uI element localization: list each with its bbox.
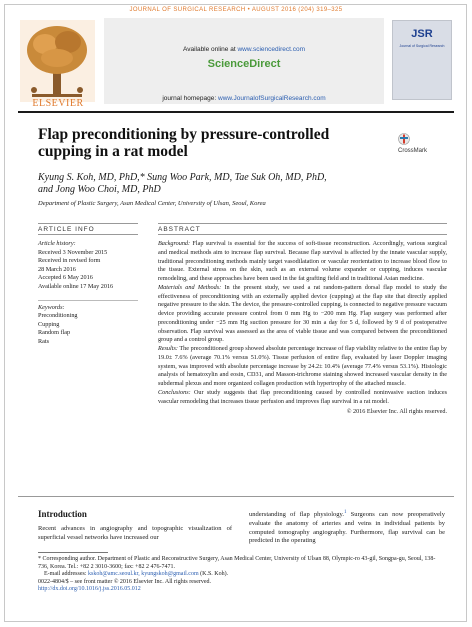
email-line: [38, 571, 444, 579]
email-suffix: (K.S. Koh).: [200, 571, 229, 578]
article-title: [38, 126, 378, 160]
abstract-conclusions: [158, 389, 447, 407]
abstract-bottom-rule: [18, 496, 454, 497]
author-list: [38, 172, 368, 196]
info-divider: [38, 292, 138, 301]
keyword-item: Preconditioning: [38, 312, 78, 320]
sciencedirect-brand: ScienceDirect: [207, 58, 281, 70]
email-links[interactable]: kskoh@amc.seoul.kr, kyungskoh@gmail.com: [88, 571, 199, 578]
abstract-results: [158, 345, 447, 389]
corresponding-author: * Corresponding author. Department of Plastic and Reconstructive Surgery, Asan Medical Center, University of Ulsan 88, Olympic-ro 43-gil, Songpa-gu, Seoul, 138-736, Korea. Tel.: +82 2 3010-3600; fax: +82 2 476-7471.: [38, 556, 436, 570]
footnote: [38, 556, 444, 594]
reference-link[interactable]: 1: [343, 510, 347, 515]
issn-line: 0022-4804/$ – see front matter © 2016 Elsevier Inc. All rights reserved.: [38, 578, 212, 585]
abstract-body: [158, 240, 447, 417]
publisher-name: ELSEVIER: [32, 98, 84, 109]
history-label: Article history:: [38, 240, 76, 247]
history-item: 28 March 2016: [38, 265, 76, 273]
intro-right-before: understanding of flap physiology.: [249, 511, 344, 519]
homepage-prefix: journal homepage:: [162, 95, 217, 102]
elsevier-tree-logo: [20, 20, 95, 102]
intro-left-text: Recent advances in angiography and topographic visualization of superficial vessel networks have increased our: [38, 525, 232, 541]
crossmark-icon[interactable]: [398, 132, 410, 146]
sciencedirect-link[interactable]: www.sciencedirect.com: [237, 46, 306, 53]
abstract-methods: [158, 284, 447, 345]
abstract-heading: ABSTRACT: [158, 226, 201, 233]
abstract-background: [158, 240, 447, 284]
available-online-line: [104, 46, 384, 53]
history-item: Received in revised form: [38, 257, 101, 265]
journal-homepage-link[interactable]: www.JournalofSurgicalResearch.com: [218, 95, 326, 102]
title-line-2: cupping in a rat model: [38, 143, 188, 160]
available-prefix: Available online at: [182, 46, 236, 53]
conclusions-label: Conclusions:: [158, 388, 191, 396]
abstract-rule-bottom: [158, 234, 447, 235]
keyword-item: Cupping: [38, 320, 60, 328]
cover-subtitle: Journal of Surgical Research: [399, 44, 445, 48]
article-info: [38, 240, 138, 347]
methods-text: In the present study, we used a rat random-pattern dorsal flap model to study the effectiveness of preconditioning with an externally applied device (cupping) at the flap site that directly applied negative pressure to the skin. The device, the pressure-controlled cupping, is connected to negative pressure vacuum device providing accurate pressure control from 0 mm Hg to −200 mm Hg. Flap surgery was performed after preconditioning under −25 mm Hg suction pressure for 30 min a day for 5 d, followed by 9 d of postoperative observation. Flap survival was assessed as the area of viable tissue and was compared between the preconditioned group and a control group.: [158, 283, 448, 344]
abstract-rule-top: [158, 223, 447, 224]
doi-link[interactable]: http://dx.doi.org/10.1016/j.jss.2016.05.012: [38, 586, 141, 593]
cover-abbr: JSR: [411, 28, 433, 40]
title-line-1: Flap preconditioning by pressure-controlled: [38, 126, 330, 143]
authors-line-2: and Jong Woo Choi, MD, PhD: [38, 184, 161, 195]
intro-right-after: Surgeons can now preoperatively evaluate the anatomy of arteries and veins in individual patients by computed tomography angiography. Furthermore, flap survival can be predicted in the operating: [249, 511, 445, 545]
history-item: Accepted 6 May 2016: [38, 274, 93, 282]
article-info-heading: ARTICLE INFO: [38, 226, 95, 233]
history-item: Available online 17 May 2016: [38, 282, 114, 290]
footnote-rule: [38, 552, 108, 553]
affiliation: Department of Plastic Surgery, Asan Medical Center, University of Ulsan, Seoul, Korea: [38, 200, 266, 207]
introduction-heading: Introduction: [38, 509, 87, 519]
keywords-label: Keywords:: [38, 303, 65, 311]
info-rule-top: [38, 223, 138, 224]
info-rule-bottom: [38, 234, 138, 235]
intro-right-text: [249, 509, 445, 546]
conclusions-text: Our study suggests that flap preconditioning caused by controlled noninvasive suction induces vascular remodeling that increases tissue perfusion and improves flap survival in a rat model.: [158, 388, 447, 405]
crossmark-label[interactable]: CrossMark: [398, 148, 428, 154]
methods-label: Materials and Methods:: [158, 283, 222, 291]
keyword-item: Random flap: [38, 329, 71, 337]
authors-line-1: Kyung S. Koh, MD, PhD,* Sung Woo Park, MD, Tae Suk Oh, MD, PhD,: [38, 172, 327, 183]
history-item: Received 3 November 2015: [38, 248, 108, 256]
background-text: Flap survival is essential for the success of soft-tissue reconstruction. Accordingly, various surgical and medical methods aim to increase flap survival. Because flap survival is affected by the innate vascular supply, traditional preconditioning methods mainly target vasodilatation or vascular reorientation to increase blood flow to the tissue. External stress on the skin, such as an external volume expander or cupping, induces vascular remodeling, and these approaches have been used in the fat grafting field and in traditional Asian medicine.: [158, 240, 447, 282]
copyright: © 2016 Elsevier Inc. All rights reserved.: [346, 408, 447, 416]
journal-header: JOURNAL OF SURGICAL RESEARCH • AUGUST 2016 (204) 319–325: [129, 7, 343, 13]
results-label: Results:: [158, 345, 178, 352]
results-text: The preconditioned group showed absolute percentage increase of flap viability relative to the entire flap by 19.0± 7.6% (average 70.1% versus 51.0%). Tissue perfusion of entire flap, evaluated by laser Doppler imaging system, was improved with absolute percentage increase by 24.2± 10.4% (average 77.4% versus 53.1%). Histologic analysis of hematoxylin and eosin, CD31, and Masson-trichrome staining showed increased vascular density in the subdermal plexus and more organized collagen production with hypertrophy of the attached muscle.: [158, 345, 447, 387]
journal-homepage-line: [104, 95, 384, 102]
header-divider: [18, 111, 454, 113]
background-label: Background:: [158, 240, 191, 247]
keyword-item: Rats: [38, 337, 50, 345]
email-prefix: E-mail addresses:: [44, 571, 87, 578]
